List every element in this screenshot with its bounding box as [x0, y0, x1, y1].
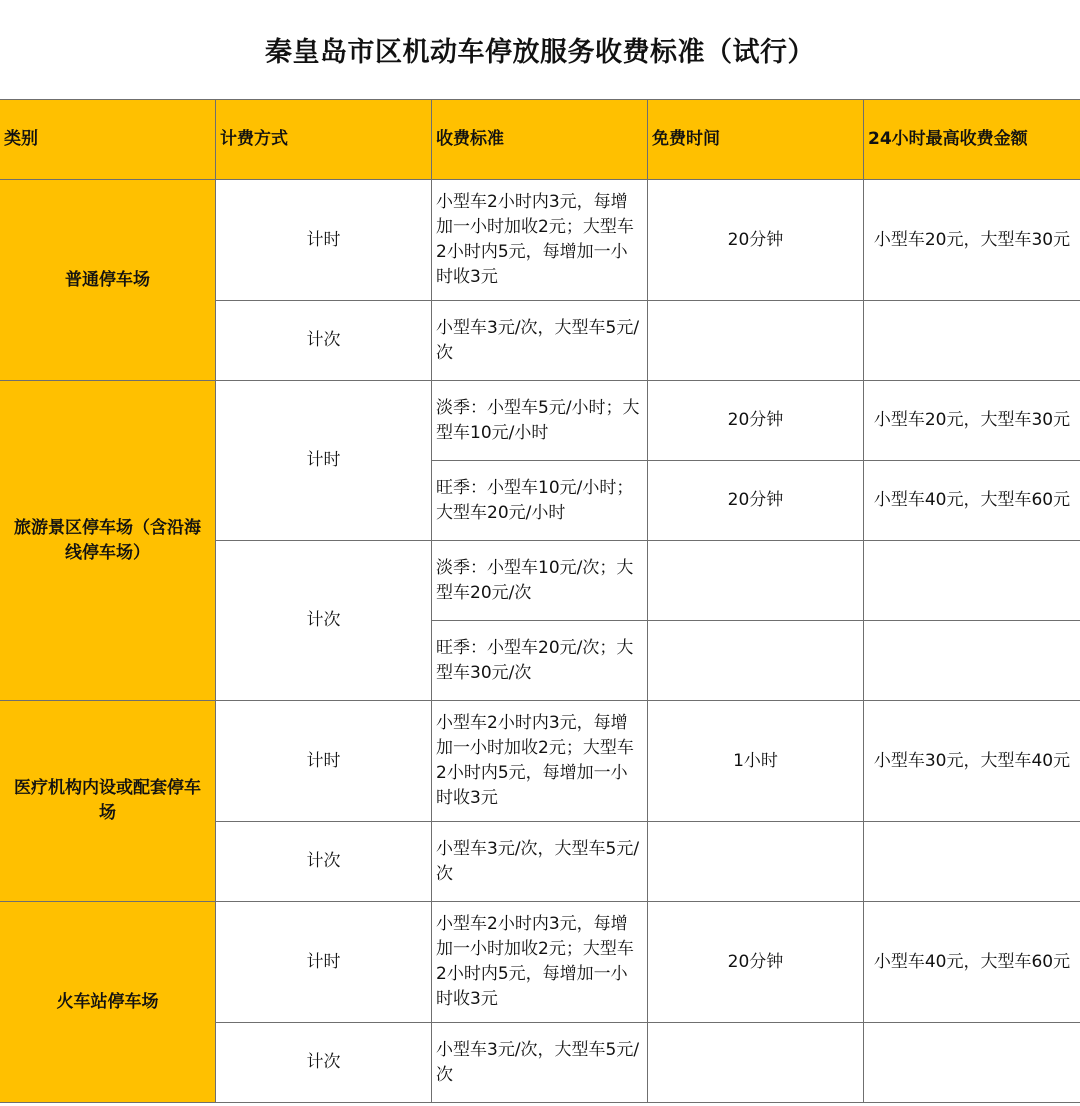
- page-title: 秦皇岛市区机动车停放服务收费标准（试行）: [0, 0, 1080, 100]
- max-fee: 小型车20元，大型车30元: [864, 381, 1080, 461]
- fee-standard: 小型车2小时内3元，每增加一小时加收2元；大型车2小时内5元，每增加一小时收3元: [432, 902, 648, 1023]
- free-time: [648, 301, 864, 381]
- free-time: 20分钟: [648, 902, 864, 1023]
- free-time: [648, 1023, 864, 1103]
- free-time: [648, 621, 864, 701]
- method-per-time: 计次: [216, 822, 432, 902]
- category-railway: 火车站停车场: [0, 902, 216, 1103]
- max-fee: 小型车40元，大型车60元: [864, 902, 1080, 1023]
- free-time: [648, 541, 864, 621]
- max-fee: [864, 541, 1080, 621]
- fee-standard: 小型车3元/次，大型车5元/次: [432, 301, 648, 381]
- free-time: 20分钟: [648, 381, 864, 461]
- header-max-fee: 24小时最高收费金额: [864, 100, 1080, 180]
- max-fee: [864, 621, 1080, 701]
- header-free-time: 免费时间: [648, 100, 864, 180]
- fee-standard: 旺季：小型车10元/小时；大型车20元/小时: [432, 461, 648, 541]
- method-hourly: 计时: [216, 180, 432, 301]
- method-per-time: 计次: [216, 541, 432, 701]
- header-category: 类别: [0, 100, 216, 180]
- fee-standard: 小型车2小时内3元，每增加一小时加收2元；大型车2小时内5元，每增加一小时收3元: [432, 701, 648, 822]
- header-standard: 收费标准: [432, 100, 648, 180]
- method-per-time: 计次: [216, 301, 432, 381]
- max-fee: 小型车20元，大型车30元: [864, 180, 1080, 301]
- fee-table: [0, 100, 1080, 1106]
- method-per-time: 计次: [216, 1023, 432, 1103]
- category-medical: 医疗机构内设或配套停车场: [0, 701, 216, 902]
- fee-standard: 淡季：小型车10元/次；大型车20元/次: [432, 541, 648, 621]
- fee-standard: 旺季：小型车20元/次；大型车30元/次: [432, 621, 648, 701]
- fee-standard: 小型车2小时内3元，每增加一小时加收2元；大型车2小时内5元，每增加一小时收3元: [432, 180, 648, 301]
- method-hourly: 计时: [216, 902, 432, 1023]
- max-fee: 小型车40元，大型车60元: [864, 461, 1080, 541]
- fee-standard: 小型车3元/次，大型车5元/次: [432, 1023, 648, 1103]
- max-fee: [864, 301, 1080, 381]
- max-fee: [864, 822, 1080, 902]
- method-hourly: 计时: [216, 381, 432, 541]
- category-tourist: 旅游景区停车场（含沿海线停车场）: [0, 381, 216, 701]
- category-ordinary: 普通停车场: [0, 180, 216, 381]
- fee-standard: 淡季：小型车5元/小时；大型车10元/小时: [432, 381, 648, 461]
- max-fee: [864, 1023, 1080, 1103]
- fee-standard: 小型车3元/次，大型车5元/次: [432, 822, 648, 902]
- max-fee: 小型车30元，大型车40元: [864, 701, 1080, 822]
- free-time: 20分钟: [648, 180, 864, 301]
- free-time: 1小时: [648, 701, 864, 822]
- free-time: 20分钟: [648, 461, 864, 541]
- free-time: [648, 822, 864, 902]
- header-method: 计费方式: [216, 100, 432, 180]
- method-hourly: 计时: [216, 701, 432, 822]
